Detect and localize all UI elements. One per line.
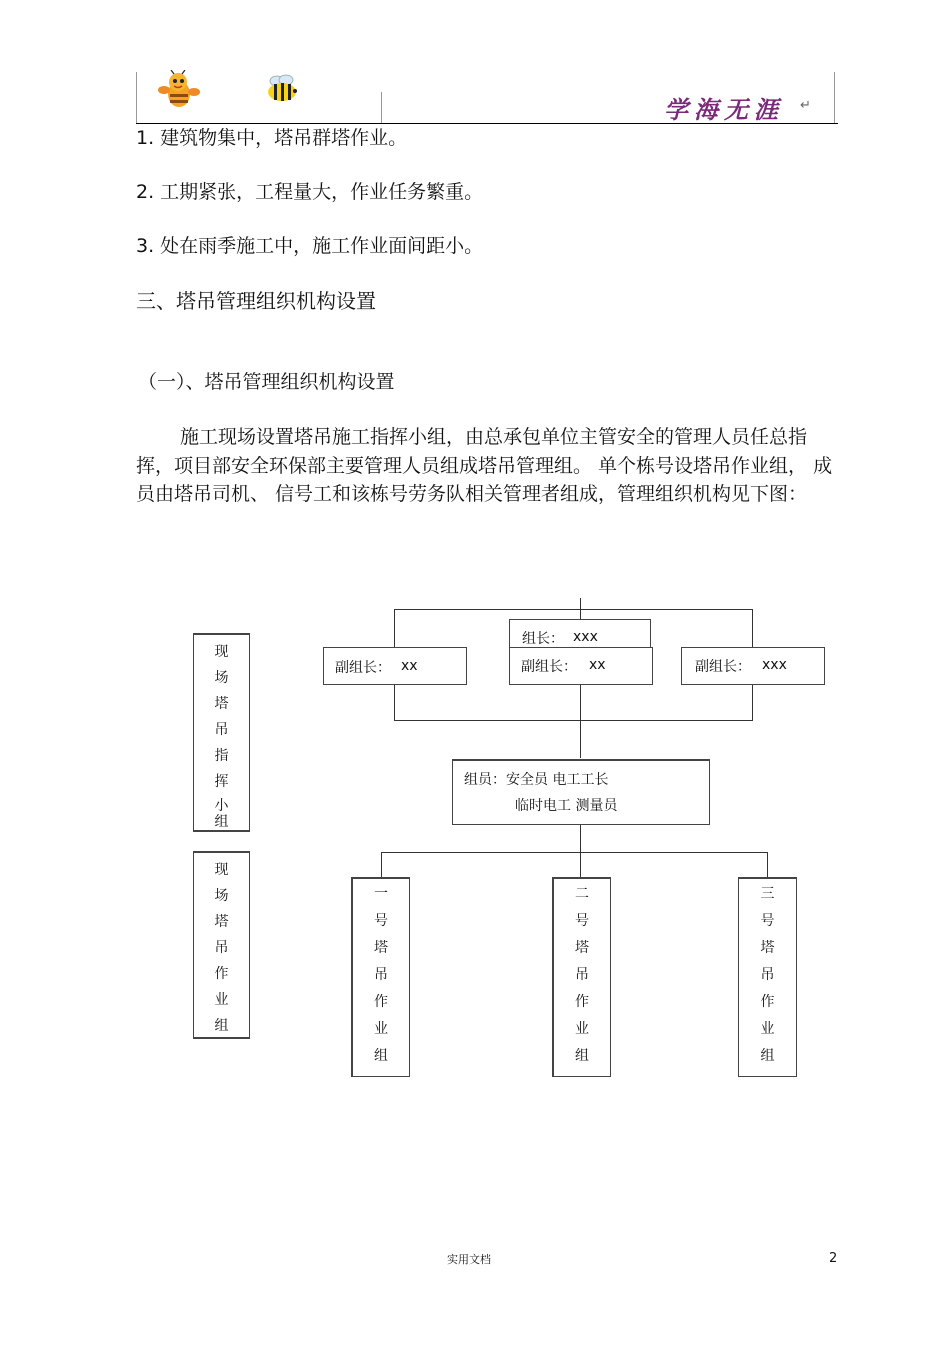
members-line-2: 临时电工 测量员	[515, 798, 618, 814]
header-divider-right	[834, 72, 835, 123]
body-paragraph: 施工现场设置塔吊施工指挥小组，由总承包单位主管安全的管理人员任总指挥，项目部安全环保部主要管理人员组成塔吊管理组。 单个栋号设塔吊作业组， 成员由塔吊司机、 信号工和该栋号劳务队相关管理者组成，管理组织机构见下图：	[136, 426, 833, 505]
deputy-right-value: xxx	[762, 657, 787, 673]
page-number: 2	[829, 1251, 838, 1266]
subsection-title: （一）、塔吊管理组织机构设置	[138, 371, 395, 393]
team-1-text: 一 号 塔 吊 作 业 组	[374, 886, 388, 1064]
deputy-right-label: 副组长：	[695, 659, 751, 675]
deputy-center-label: 副组长：	[521, 659, 577, 675]
return-mark-icon: ↵	[800, 98, 811, 113]
connector-top-horizontal	[394, 609, 753, 610]
deputy-center-box	[509, 647, 653, 685]
connector-teams-horizontal	[381, 852, 768, 853]
deputy-center-value: xx	[589, 657, 606, 673]
footer-center-text: 实用文档	[447, 1253, 491, 1266]
connector-bottom-horizontal	[394, 720, 753, 721]
deputy-right-box	[681, 647, 825, 685]
list-item-1: 1. 建筑物集中，塔吊群塔作业。	[136, 127, 408, 149]
header-logo-text: 学海无涯	[664, 95, 784, 124]
leader-box	[509, 619, 651, 649]
header-divider-mid	[381, 92, 382, 123]
team-2-box	[552, 877, 611, 1077]
deputy-left-value: xx	[401, 658, 418, 674]
side-label-command-group	[193, 633, 250, 832]
header-divider-left	[136, 72, 137, 123]
deputy-left-box	[323, 647, 467, 685]
team-3-text: 三 号 塔 吊 作 业 组	[760, 886, 775, 1064]
members-box	[452, 759, 710, 825]
side-label-work-group	[193, 851, 250, 1039]
list-item-2: 2. 工期紧张，工程量大，作业任务繁重。	[136, 181, 484, 203]
leader-value: xxx	[573, 629, 598, 645]
team-2-text: 二 号 塔 吊 作 业 组	[575, 886, 589, 1064]
team-1-box	[351, 877, 410, 1077]
section-title: 三、塔吊管理组织机构设置	[136, 289, 376, 313]
leader-label: 组长：	[522, 631, 564, 647]
bee-mascot-icon	[156, 70, 202, 112]
connector-team1-vertical	[381, 852, 382, 878]
side-label-command-text: 现 场 塔 吊 指 挥 小 组	[214, 644, 229, 830]
bee-icon	[262, 74, 302, 104]
deputy-left-label: 副组长：	[335, 660, 391, 676]
list-item-3: 3. 处在雨季施工中，施工作业面间距小。	[136, 235, 484, 257]
members-line-1: 组员：安全员 电工工长	[464, 772, 609, 788]
connector-members-down	[580, 824, 581, 878]
side-label-work-text: 现 场 塔 吊 作 业 组	[214, 862, 229, 1034]
team-3-box	[738, 877, 797, 1077]
connector-team3-vertical	[767, 852, 768, 878]
